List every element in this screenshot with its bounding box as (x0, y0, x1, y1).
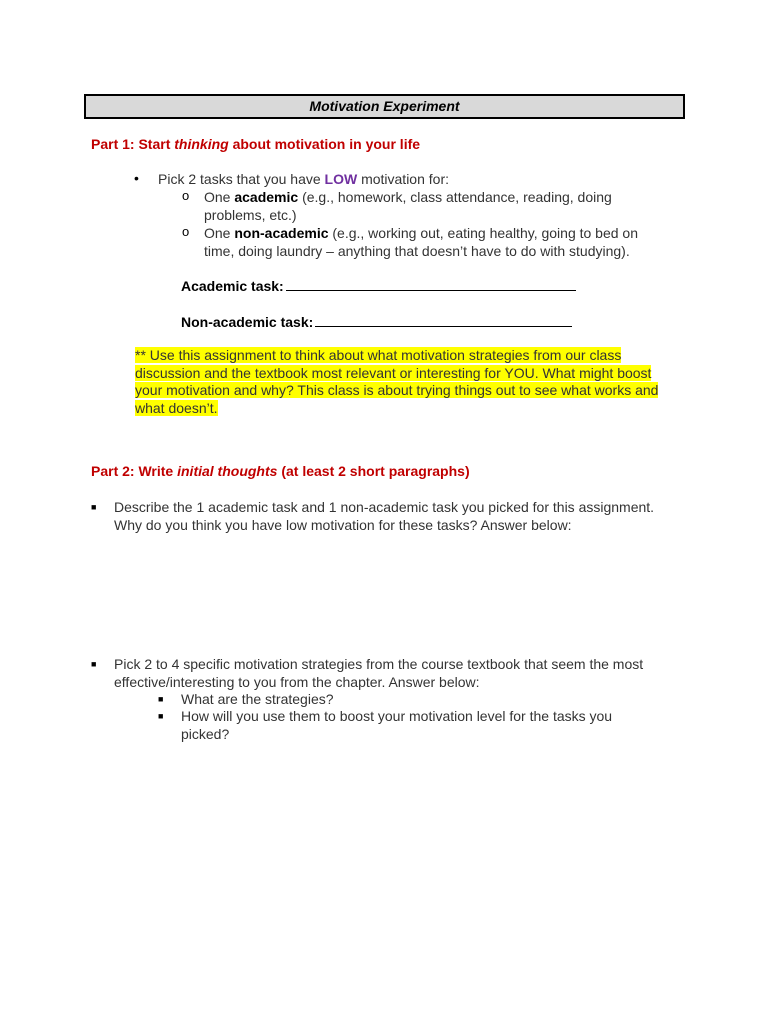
square-bullet-icon: ■ (158, 694, 164, 704)
part2-heading-post: (at least 2 short paragraphs) (277, 463, 470, 479)
question2-line2: effective/interesting to you from the chapter. Answer below: (114, 674, 480, 690)
part1-intro (158, 170, 449, 188)
part1-heading-post: about motivation in your life (228, 136, 421, 152)
part1-sub1-bold: academic (234, 189, 299, 205)
nonacademic-task-label: Non-academic task: (181, 314, 314, 330)
part1-sub2-bold: non-academic (234, 225, 329, 241)
part1-heading-em: thinking (174, 136, 229, 152)
part1-intro-post: motivation for: (357, 171, 450, 187)
question2-line1: Pick 2 to 4 specific motivation strategies from the course textbook that seem the most (114, 656, 644, 672)
academic-task-field[interactable] (181, 277, 576, 295)
part1-heading-pre: Part 1: Start (91, 136, 175, 152)
question1-line2: Why do you think you have low motivation for these tasks? Answer below: (114, 517, 572, 533)
part1-sub2-pre: One (204, 225, 235, 241)
square-bullet-icon: ■ (158, 711, 164, 721)
document-title: Motivation Experiment (84, 94, 685, 119)
sub-bullet-icon: o (182, 188, 190, 203)
academic-task-label: Academic task: (181, 278, 284, 294)
question2-sub1: What are the strategies? (181, 691, 334, 707)
part1-sub1 (204, 188, 612, 206)
part1-heading (91, 136, 420, 152)
question2-sub2-line2: picked? (181, 726, 230, 742)
part1-sub1-post: (e.g., homework, class attendance, reading, doing (298, 189, 612, 205)
square-bullet-icon: ■ (91, 502, 97, 512)
bullet-icon: • (134, 170, 139, 186)
part1-sub1-pre: One (204, 189, 235, 205)
part2-heading-pre: Part 2: Write (91, 463, 178, 479)
academic-task-blank[interactable] (286, 278, 576, 291)
part2-heading (91, 463, 470, 479)
part1-sub2 (204, 224, 638, 242)
part2-heading-em: initial thoughts (177, 463, 278, 479)
question1-line1: Describe the 1 academic task and 1 non-academic task you picked for this assignment. (114, 499, 655, 515)
part1-intro-pre: Pick 2 tasks that you have (158, 171, 325, 187)
part1-intro-low: LOW (324, 171, 358, 187)
sub-bullet-icon: o (182, 224, 190, 239)
part1-sub2-post: (e.g., working out, eating healthy, going to bed on (328, 225, 639, 241)
part1-sub2-line2: time, doing laundry – anything that doesn’t have to do with studying). (204, 243, 630, 259)
square-bullet-icon: ■ (91, 659, 97, 669)
nonacademic-task-field[interactable] (181, 313, 572, 331)
highlighted-note-text: ** Use this assignment to think about what motivation strategies from our class discussion and the textbook most relevant or interesting for YOU. What might boost your motivation and why? This class is about trying things out to see what works and what doesn’t. (135, 347, 659, 416)
highlighted-note (135, 347, 680, 417)
part1-sub1-line2: problems, etc.) (204, 207, 297, 223)
nonacademic-task-blank[interactable] (315, 314, 572, 327)
question2-sub2-line1: How will you use them to boost your motivation level for the tasks you (181, 708, 613, 724)
